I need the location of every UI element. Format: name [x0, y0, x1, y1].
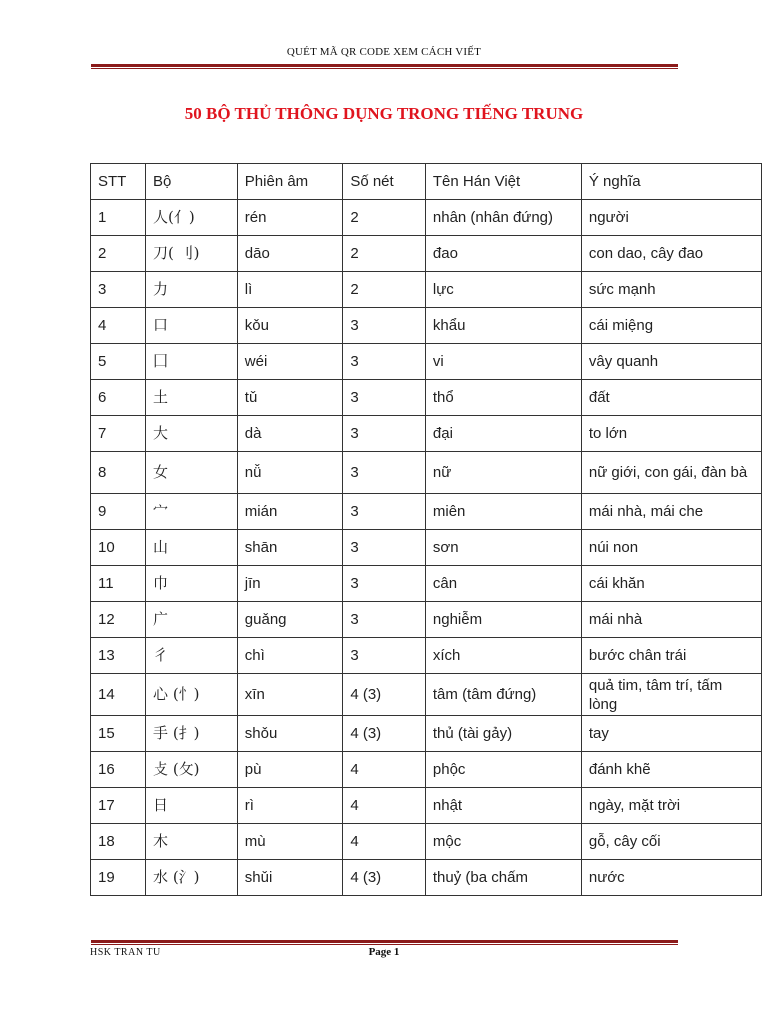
cell-meaning: nữ giới, con gái, đàn bà — [581, 452, 761, 494]
cell-radical: 刀( 刂) — [146, 236, 238, 272]
cell-strokes: 4 (3) — [343, 716, 426, 752]
column-header: Bộ — [146, 164, 238, 200]
cell-han-viet: đao — [425, 236, 581, 272]
cell-strokes: 3 — [343, 638, 426, 674]
cell-strokes: 2 — [343, 200, 426, 236]
cell-radical: 日 — [146, 788, 238, 824]
page-title: 50 BỘ THỦ THÔNG DỤNG TRONG TIẾNG TRUNG — [184, 104, 584, 123]
cell-radical: 心 (忄) — [146, 674, 238, 716]
cell-han-viet: tâm (tâm đứng) — [425, 674, 581, 716]
cell-pinyin: guǎng — [237, 602, 343, 638]
cell-meaning: người — [581, 200, 761, 236]
cell-strokes: 3 — [343, 452, 426, 494]
cell-han-viet: thủ (tài gảy) — [425, 716, 581, 752]
cell-meaning: cái miệng — [581, 308, 761, 344]
cell-pinyin: mù — [237, 824, 343, 860]
cell-radical: 巾 — [146, 566, 238, 602]
cell-stt: 15 — [91, 716, 146, 752]
table-header-row — [91, 164, 762, 200]
cell-pinyin: rì — [237, 788, 343, 824]
cell-meaning: đất — [581, 380, 761, 416]
table-row — [91, 716, 762, 752]
table-row — [91, 824, 762, 860]
cell-stt: 14 — [91, 674, 146, 716]
cell-meaning: gỗ, cây cối — [581, 824, 761, 860]
cell-han-viet: thổ — [425, 380, 581, 416]
table-row — [91, 236, 762, 272]
cell-pinyin: xīn — [237, 674, 343, 716]
cell-meaning: bước chân trái — [581, 638, 761, 674]
cell-meaning: núi non — [581, 530, 761, 566]
cell-meaning: mái nhà — [581, 602, 761, 638]
cell-strokes: 3 — [343, 566, 426, 602]
cell-stt: 2 — [91, 236, 146, 272]
table-row — [91, 602, 762, 638]
cell-radical: 宀 — [146, 494, 238, 530]
table-row — [91, 860, 762, 896]
cell-stt: 18 — [91, 824, 146, 860]
cell-radical: 攴 (攵) — [146, 752, 238, 788]
table-row — [91, 638, 762, 674]
cell-stt: 7 — [91, 416, 146, 452]
cell-han-viet: nghiễm — [425, 602, 581, 638]
column-header: Phiên âm — [237, 164, 343, 200]
cell-stt: 13 — [91, 638, 146, 674]
table-row — [91, 494, 762, 530]
cell-han-viet: thuỷ (ba chấm — [425, 860, 581, 896]
cell-radical: 囗 — [146, 344, 238, 380]
table-row — [91, 308, 762, 344]
cell-strokes: 3 — [343, 602, 426, 638]
cell-stt: 4 — [91, 308, 146, 344]
cell-meaning: vây quanh — [581, 344, 761, 380]
cell-meaning: quả tim, tâm trí, tấm lòng — [581, 674, 761, 716]
cell-stt: 3 — [91, 272, 146, 308]
cell-pinyin: dāo — [237, 236, 343, 272]
cell-han-viet: đại — [425, 416, 581, 452]
cell-radical: 木 — [146, 824, 238, 860]
table-row — [91, 200, 762, 236]
footer-author: HSK TRAN TU — [90, 947, 161, 958]
cell-radical: 土 — [146, 380, 238, 416]
cell-pinyin: pù — [237, 752, 343, 788]
cell-strokes: 4 — [343, 752, 426, 788]
cell-pinyin: shān — [237, 530, 343, 566]
cell-pinyin: wéi — [237, 344, 343, 380]
cell-strokes: 4 — [343, 824, 426, 860]
cell-meaning: tay — [581, 716, 761, 752]
cell-han-viet: miên — [425, 494, 581, 530]
column-header: STT — [91, 164, 146, 200]
cell-radical: 彳 — [146, 638, 238, 674]
cell-radical: 大 — [146, 416, 238, 452]
column-header: Số nét — [343, 164, 426, 200]
cell-pinyin: kǒu — [237, 308, 343, 344]
cell-pinyin: shǔi — [237, 860, 343, 896]
table-row — [91, 566, 762, 602]
cell-pinyin: rén — [237, 200, 343, 236]
cell-han-viet: khẩu — [425, 308, 581, 344]
cell-han-viet: vi — [425, 344, 581, 380]
cell-radical: 力 — [146, 272, 238, 308]
cell-meaning: nước — [581, 860, 761, 896]
header-text: QUÉT MÃ QR CODE XEM CÁCH VIẾT — [286, 46, 482, 58]
cell-pinyin: mián — [237, 494, 343, 530]
footer-divider — [91, 940, 678, 945]
cell-han-viet: phộc — [425, 752, 581, 788]
radicals-table — [90, 163, 762, 896]
cell-strokes: 3 — [343, 416, 426, 452]
cell-strokes: 3 — [343, 494, 426, 530]
table-row — [91, 380, 762, 416]
table-row — [91, 530, 762, 566]
cell-meaning: sức mạnh — [581, 272, 761, 308]
cell-stt: 16 — [91, 752, 146, 788]
cell-radical: 口 — [146, 308, 238, 344]
cell-strokes: 2 — [343, 236, 426, 272]
page-number: Page 1 — [368, 946, 400, 958]
cell-strokes: 3 — [343, 380, 426, 416]
table-row — [91, 416, 762, 452]
cell-radical: 女 — [146, 452, 238, 494]
cell-han-viet: mộc — [425, 824, 581, 860]
cell-strokes: 3 — [343, 344, 426, 380]
cell-stt: 12 — [91, 602, 146, 638]
cell-stt: 17 — [91, 788, 146, 824]
cell-meaning: con dao, cây đao — [581, 236, 761, 272]
cell-stt: 9 — [91, 494, 146, 530]
cell-han-viet: nữ — [425, 452, 581, 494]
cell-pinyin: tǔ — [237, 380, 343, 416]
cell-stt: 10 — [91, 530, 146, 566]
cell-han-viet: nhật — [425, 788, 581, 824]
cell-strokes: 4 (3) — [343, 674, 426, 716]
table-row — [91, 272, 762, 308]
cell-radical: 山 — [146, 530, 238, 566]
cell-meaning: to lớn — [581, 416, 761, 452]
table-row — [91, 452, 762, 494]
cell-han-viet: nhân (nhân đứng) — [425, 200, 581, 236]
cell-meaning: cái khăn — [581, 566, 761, 602]
cell-meaning: mái nhà, mái che — [581, 494, 761, 530]
cell-strokes: 3 — [343, 308, 426, 344]
cell-meaning: ngày, mặt trời — [581, 788, 761, 824]
column-header: Ý nghĩa — [581, 164, 761, 200]
table-row — [91, 344, 762, 380]
cell-radical: 人(亻) — [146, 200, 238, 236]
cell-strokes: 2 — [343, 272, 426, 308]
cell-stt: 8 — [91, 452, 146, 494]
cell-meaning: đánh khẽ — [581, 752, 761, 788]
cell-han-viet: xích — [425, 638, 581, 674]
column-header: Tên Hán Việt — [425, 164, 581, 200]
table-row — [91, 788, 762, 824]
table-row — [91, 674, 762, 716]
cell-han-viet: lực — [425, 272, 581, 308]
cell-pinyin: lì — [237, 272, 343, 308]
cell-stt: 11 — [91, 566, 146, 602]
cell-stt: 6 — [91, 380, 146, 416]
cell-pinyin: chì — [237, 638, 343, 674]
cell-pinyin: jīn — [237, 566, 343, 602]
cell-han-viet: sơn — [425, 530, 581, 566]
cell-radical: 手 (扌) — [146, 716, 238, 752]
table-row — [91, 752, 762, 788]
cell-stt: 19 — [91, 860, 146, 896]
header-divider — [91, 64, 678, 69]
cell-strokes: 3 — [343, 530, 426, 566]
cell-strokes: 4 (3) — [343, 860, 426, 896]
cell-radical: 水 (氵) — [146, 860, 238, 896]
cell-han-viet: cân — [425, 566, 581, 602]
cell-stt: 1 — [91, 200, 146, 236]
cell-pinyin: shǒu — [237, 716, 343, 752]
cell-pinyin: dà — [237, 416, 343, 452]
cell-strokes: 4 — [343, 788, 426, 824]
cell-pinyin: nǚ — [237, 452, 343, 494]
cell-stt: 5 — [91, 344, 146, 380]
cell-radical: 广 — [146, 602, 238, 638]
